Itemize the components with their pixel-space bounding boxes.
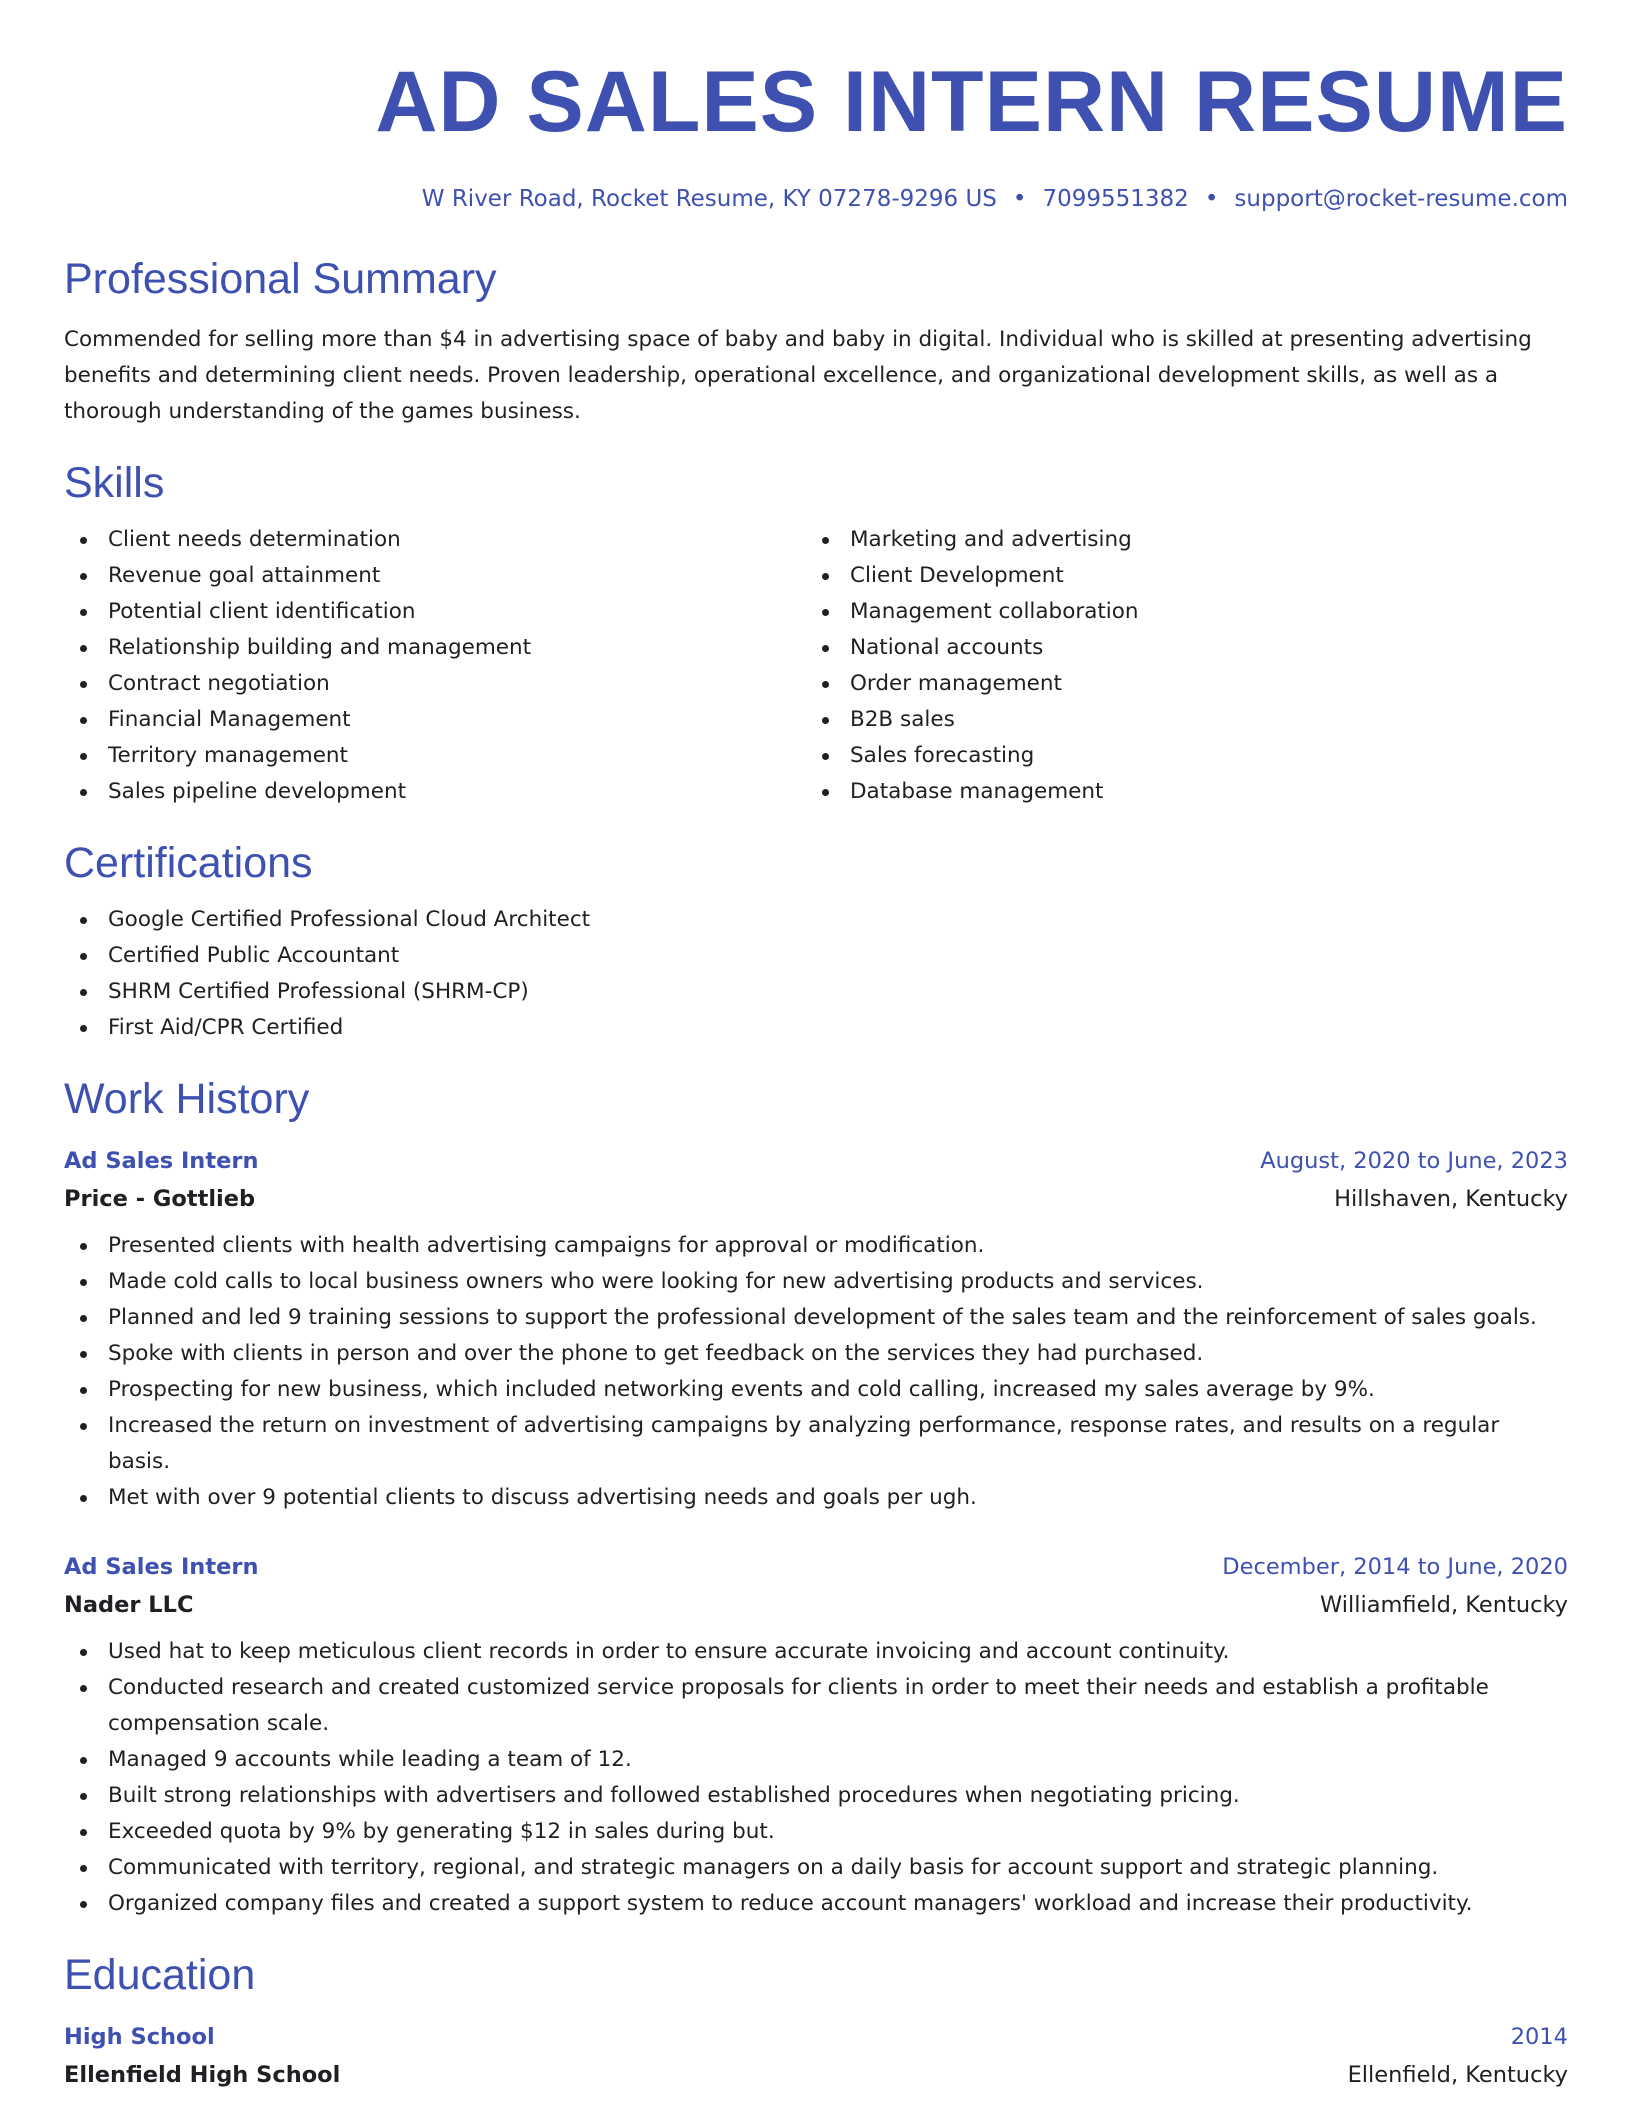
job-company: Price - Gottlieb [64, 1186, 256, 1212]
job-duty: Increased the return on investment of advertising campaigns by analyzing performance, response rates, and results on a regular basis. [64, 1408, 1568, 1480]
contact-line [64, 184, 1568, 214]
job-entry [64, 1142, 1568, 1516]
work-history-heading: Work History [64, 1075, 310, 1123]
education-location: Ellenfield, Kentucky [1347, 2062, 1568, 2088]
contact-separator: • [1204, 186, 1219, 212]
job-duties-list [64, 1228, 1568, 1516]
resume-page [64, 0, 1568, 2094]
job-duty: Communicated with territory, regional, and strategic managers on a daily basis for account support and strategic planning. [64, 1850, 1568, 1886]
job-location: Williamfield, Kentucky [1319, 1592, 1568, 1618]
skill-item: B2B sales [806, 702, 1548, 738]
job-company: Nader LLC [64, 1592, 194, 1618]
education-year: 2014 [1510, 2024, 1568, 2050]
skill-item: Database management [806, 774, 1548, 810]
job-role: Ad Sales Intern [64, 1148, 259, 1174]
education-school: Ellenfield High School [64, 2062, 341, 2088]
skill-item: Management collaboration [806, 594, 1548, 630]
skill-item: Order management [806, 666, 1548, 702]
contact-separator: • [1012, 186, 1027, 212]
skills-columns [64, 522, 1568, 810]
job-duty: Prospecting for new business, which included networking events and cold calling, increased my sales average by 9%. [64, 1372, 1568, 1408]
skill-item: Contract negotiation [64, 666, 806, 702]
skills-heading: Skills [64, 459, 165, 507]
job-duty: Built strong relationships with advertisers and followed established procedures when negotiating pricing. [64, 1778, 1568, 1814]
contact-address: W River Road, Rocket Resume, KY 07278-9296 US [421, 186, 997, 212]
skill-item: National accounts [806, 630, 1548, 666]
education-heading: Education [64, 1951, 256, 1999]
job-duty: Exceeded quota by 9% by generating $12 in sales during but. [64, 1814, 1568, 1850]
certification-item: Certified Public Accountant [64, 938, 1568, 974]
job-duty: Met with over 9 potential clients to discuss advertising needs and goals per ugh. [64, 1480, 1568, 1516]
skill-item: Sales pipeline development [64, 774, 806, 810]
job-duty: Made cold calls to local business owners who were looking for new advertising products and services. [64, 1264, 1568, 1300]
certification-item: SHRM Certified Professional (SHRM-CP) [64, 974, 1568, 1010]
job-duties-list [64, 1634, 1568, 1922]
summary-heading: Professional Summary [64, 255, 497, 303]
job-location: Hillshaven, Kentucky [1334, 1186, 1568, 1212]
certification-item: Google Certified Professional Cloud Architect [64, 902, 1568, 938]
education-degree: High School [64, 2024, 215, 2050]
resume-title: AD SALES INTERN RESUME [375, 54, 1568, 150]
job-duty: Conducted research and created customized service proposals for clients in order to meet their needs and establish a profitable compensation scale. [64, 1670, 1568, 1742]
skill-item: Client needs determination [64, 522, 806, 558]
summary-text: Commended for selling more than $4 in advertising space of baby and baby in digital. Individual who is skilled at presenting advertising benefits and determining client needs. Proven leadership, operational excellence, and organizational development skills, as well as a thorough understanding of the games business. [64, 327, 1532, 424]
skill-item: Client Development [806, 558, 1548, 594]
skill-item: Territory management [64, 738, 806, 774]
job-role: Ad Sales Intern [64, 1554, 259, 1580]
certifications-list [64, 902, 1568, 1046]
certifications-heading: Certifications [64, 839, 313, 887]
certification-item: First Aid/CPR Certified [64, 1010, 1568, 1046]
education-entry [64, 2018, 1568, 2094]
job-duty: Used hat to keep meticulous client records in order to ensure accurate invoicing and account continuity. [64, 1634, 1568, 1670]
skills-list-left [64, 522, 806, 810]
job-dates: December, 2014 to June, 2020 [1222, 1554, 1568, 1580]
job-entry [64, 1548, 1568, 1922]
skill-item: Potential client identification [64, 594, 806, 630]
skills-list-right [806, 522, 1548, 810]
skill-item: Relationship building and management [64, 630, 806, 666]
contact-email: support@rocket-resume.com [1234, 186, 1568, 212]
job-dates: August, 2020 to June, 2023 [1260, 1148, 1568, 1174]
job-duty: Planned and led 9 training sessions to support the professional development of the sales team and the reinforcement of sales goals. [64, 1300, 1568, 1336]
job-duty: Managed 9 accounts while leading a team of 12. [64, 1742, 1568, 1778]
skill-item: Revenue goal attainment [64, 558, 806, 594]
skill-item: Sales forecasting [806, 738, 1548, 774]
skill-item: Marketing and advertising [806, 522, 1548, 558]
skill-item: Financial Management [64, 702, 806, 738]
contact-phone: 7099551382 [1042, 186, 1189, 212]
job-duty: Spoke with clients in person and over the phone to get feedback on the services they had purchased. [64, 1336, 1568, 1372]
job-duty: Presented clients with health advertising campaigns for approval or modification. [64, 1228, 1568, 1264]
job-duty: Organized company files and created a support system to reduce account managers' workload and increase their productivity. [64, 1886, 1568, 1922]
